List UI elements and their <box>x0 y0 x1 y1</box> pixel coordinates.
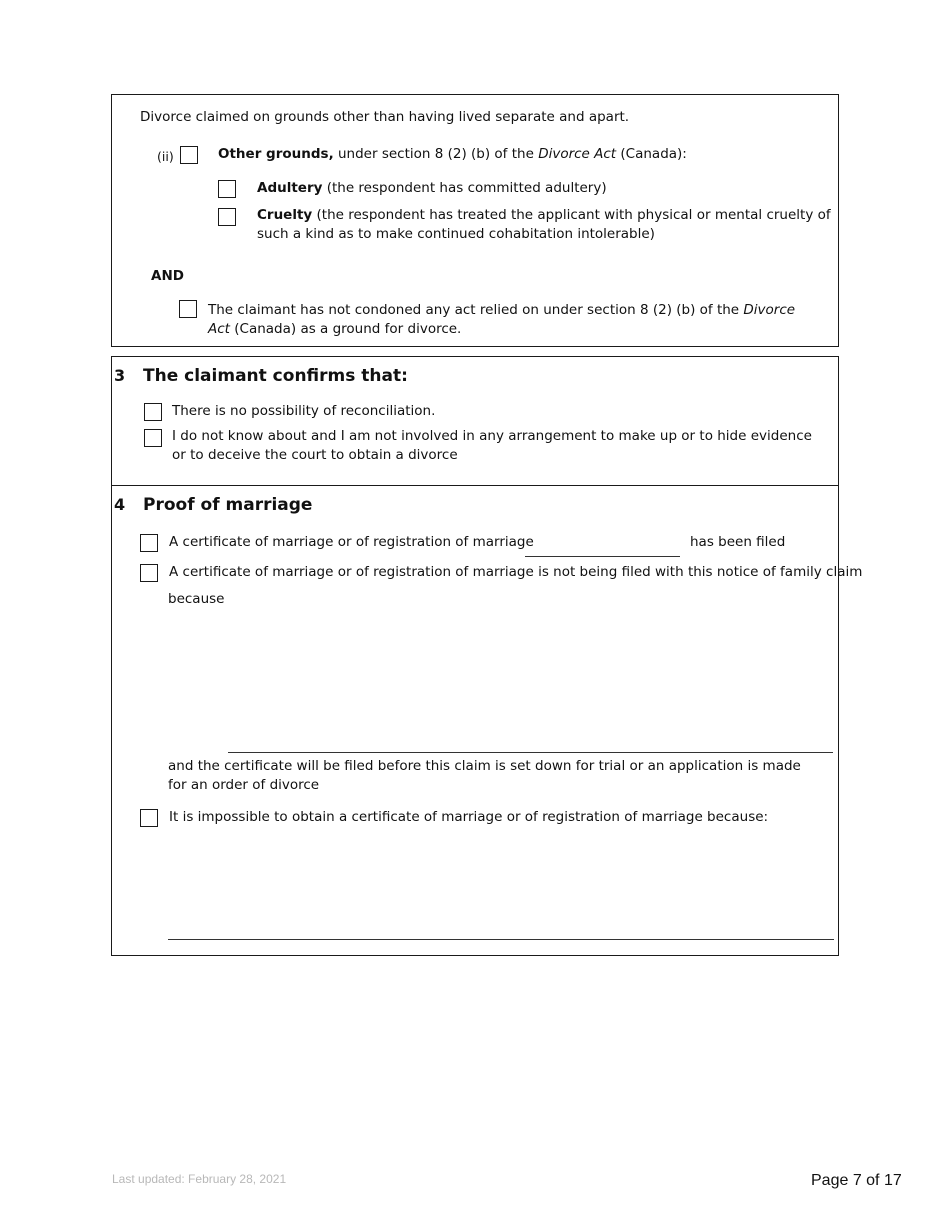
cruelty-text: (the respondent has treated the applicant with physical or mental cruelty of such a kind as to make continued cohabitation intolerable) <box>257 207 831 242</box>
section-divider <box>111 485 839 486</box>
not-condoned-text-pre: The claimant has not condoned any act relied on under section 8 (2) (b) of the <box>208 302 744 318</box>
cruelty-label <box>257 206 835 244</box>
section-4-title: Proof of marriage <box>143 495 313 515</box>
no-collusion-checkbox[interactable] <box>144 429 162 447</box>
section-3-number: 3 <box>114 366 126 385</box>
certificate-not-filed-checkbox[interactable] <box>140 564 158 582</box>
cruelty-bold: Cruelty <box>257 207 313 223</box>
no-reconciliation-label: There is no possibility of reconciliation. <box>172 403 436 419</box>
not-condoned-checkbox[interactable] <box>179 300 197 318</box>
certificate-filed-checkbox[interactable] <box>140 534 158 552</box>
other-grounds-text-post: (Canada): <box>616 146 687 162</box>
certificate-filed-label: A certificate of marriage or of registration of marriage <box>169 534 534 550</box>
last-updated: Last updated: February 28, 2021 <box>112 1172 287 1186</box>
adultery-bold: Adultery <box>257 180 323 196</box>
other-grounds-text-pre: under section 8 (2) (b) of the <box>333 146 539 162</box>
divorce-act-italic-2: Divorce Act <box>208 302 796 337</box>
other-grounds-checkbox[interactable] <box>180 146 198 164</box>
adultery-checkbox[interactable] <box>218 180 236 198</box>
impossible-reason-input-line[interactable] <box>168 939 834 940</box>
not-condoned-label <box>208 301 808 339</box>
certificate-not-filed-label: A certificate of marriage or of registration of marriage is not being filed with this notice of family claim <box>169 564 863 580</box>
reason-not-filed-input-line[interactable] <box>228 752 833 753</box>
divorce-act-italic: Divorce Act <box>538 146 617 162</box>
page-number: Page 7 of 17 <box>811 1172 902 1189</box>
no-reconciliation-checkbox[interactable] <box>144 403 162 421</box>
certificate-filed-input-line[interactable] <box>525 556 680 557</box>
section-3-title: The claimant confirms that: <box>143 366 408 386</box>
other-grounds-bold: Other grounds, <box>218 146 334 162</box>
will-be-filed-label: and the certificate will be filed before this claim is set down for trial or an application is made for an order of divorce <box>168 758 801 793</box>
section-4-number: 4 <box>114 495 126 514</box>
because-label: because <box>168 591 225 607</box>
other-grounds-marker: (ii) <box>157 149 174 164</box>
not-condoned-text-post: (Canada) as a ground for divorce. <box>229 321 462 337</box>
adultery-text: (the respondent has committed adultery) <box>322 180 607 196</box>
and-label: AND <box>151 268 184 284</box>
impossible-to-obtain-label: It is impossible to obtain a certificate of marriage or of registration of marriage because: <box>169 809 769 825</box>
grounds-intro: Divorce claimed on grounds other than having lived separate and apart. <box>140 109 630 125</box>
cruelty-checkbox[interactable] <box>218 208 236 226</box>
no-collusion-label: I do not know about and I am not involved in any arrangement to make up or to hide evidence or to deceive the court to obtain a divorce <box>172 428 812 463</box>
impossible-to-obtain-checkbox[interactable] <box>140 809 158 827</box>
other-grounds-label <box>218 145 687 164</box>
adultery-label <box>257 179 607 198</box>
has-been-filed-label: has been filed <box>690 534 786 550</box>
